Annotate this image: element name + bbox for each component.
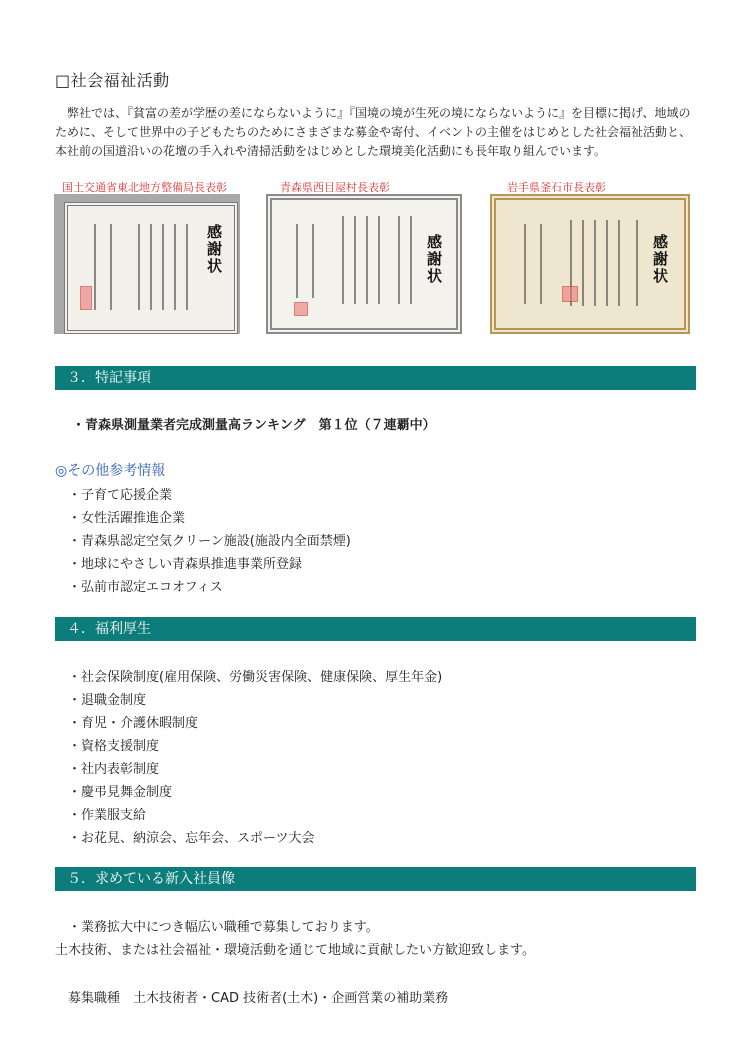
list-item: ・資格支援制度 [68,739,160,754]
list-item: ・子育て応援企業 [68,488,173,503]
recruit-positions: 募集職種 土木技術者・CAD 技術者(土木)・企画営業の補助業務 [68,991,449,1006]
list-item: ・お花見、納涼会、忘年会、スポーツ大会 [68,831,315,846]
ranking-item: ・青森県測量業者完成測量高ランキング 第１位（７連覇中） [72,418,436,433]
list-item: ・作業服支給 [68,808,147,823]
list-item: ・女性活躍推進企業 [68,511,186,526]
list-item: ・社内表彰制度 [68,762,160,777]
intro-paragraph: 弊社では、『貧富の差が学歴の差にならないように』『国境の境が生死の境にならないように』を目標に掲げ、地域のために、そして世界中の子どもたちのためにさまざまな募金や寄付、イベントの主催をはじめとした社会福祉活動と、本社前の国道沿いの花壇の手入れや清掃活動をはじめとした環境美化活動にも長年取り組んでいます。 [55,106,692,158]
certificate-image-2 [266,194,462,334]
list-item: ・地球にやさしい青森県推進事業所登録 [68,557,303,572]
certificate-caption-1: 国土交通省東北地方整備局長表彰 [62,181,227,194]
certificate-caption-2: 青森県西目屋村長表彰 [280,181,390,194]
certificate-caption-3: 岩手県釜石市長表彰 [507,181,606,194]
list-item: ・慶弔見舞金制度 [68,785,173,800]
list-item: ・青森県認定空気クリーン施設(施設内全面禁煙) [68,534,351,549]
other-info-heading: ◎その他参考情報 [55,463,166,479]
section-title-social-welfare: □社会福祉活動 [55,71,170,90]
list-item: ・社会保険制度(雇用保険、労働災害保険、健康保険、厚生年金) [68,670,443,685]
section-4-heading-bar: ４．福利厚生 [55,617,696,641]
certificate-2-title: 感謝状 [425,234,443,285]
section-3-heading-bar: ３．特記事項 [55,366,696,390]
certificate-image-1 [54,194,240,334]
list-item: ・退職金制度 [68,693,147,708]
recruit-line-2: 土木技術、または社会福祉・環境活動を通じて地域に貢献したい方歓迎致します。 [55,943,535,958]
certificate-3-title: 感謝状 [651,234,669,285]
list-item: ・育児・介護休暇制度 [68,716,199,731]
list-item: ・弘前市認定エコオフィス [68,580,223,595]
section-5-heading-bar: ５．求めている新入社員像 [55,867,696,891]
recruit-line-1: ・業務拡大中につき幅広い職種で募集しております。 [68,920,379,935]
certificate-image-3 [490,194,690,334]
certificate-1-title: 感謝状 [205,224,223,275]
